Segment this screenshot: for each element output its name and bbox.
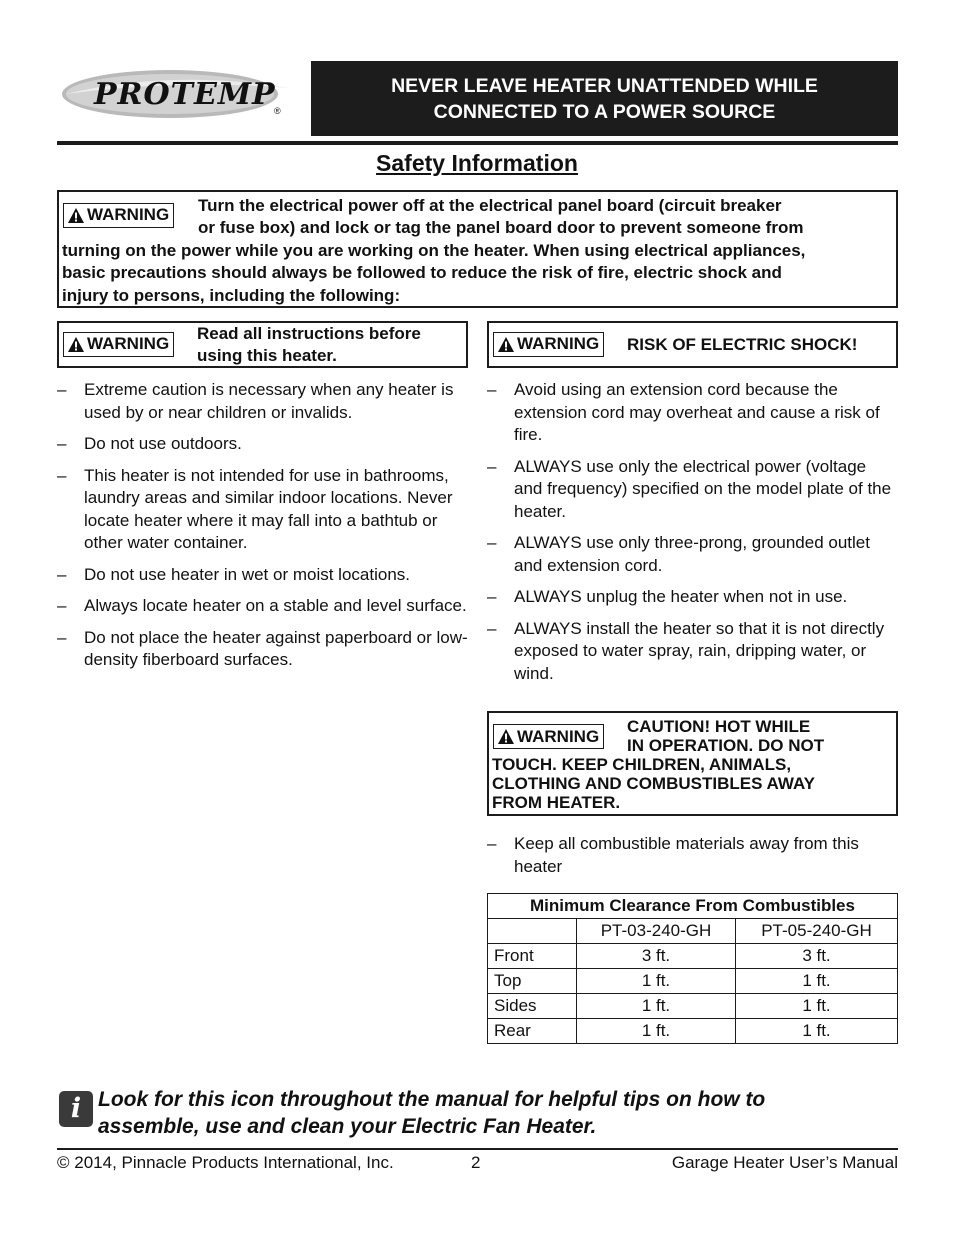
list-item-text: Avoid using an extension cord because the extension cord may overheat and cause a risk of fire. [514, 380, 880, 444]
warning-power-line1: Turn the electrical power off at the electrical panel board (circuit breaker [198, 196, 782, 215]
warning-label-text: WARNING [517, 727, 600, 746]
list-item-text: Do not place the heater against paperboard or low-density fiberboard surfaces. [84, 627, 468, 669]
tip-line-1: Look for this icon throughout the manual for helpful tips on how to [98, 1088, 766, 1111]
list-item-text: ALWAYS use only three-prong, grounded outlet and extension cord. [514, 533, 870, 575]
list-item [487, 586, 899, 609]
warning-label [493, 332, 604, 357]
right-bullet-list [487, 379, 899, 694]
warning-hot-line1: CAUTION! HOT WHILE [627, 717, 811, 736]
warning-box-power [57, 190, 898, 308]
header-banner [311, 61, 898, 136]
list-item [57, 595, 469, 618]
list-item [487, 833, 887, 878]
table-row [488, 1019, 898, 1044]
header-rule [57, 141, 898, 145]
dash: – [57, 564, 67, 584]
dash: – [57, 627, 67, 647]
table-cell: Sides [488, 994, 577, 1019]
left-bullet-list [57, 379, 469, 681]
dash: – [57, 465, 67, 485]
table-cell: 3 ft. [577, 944, 736, 969]
list-item-text: Do not use heater in wet or moist locations. [84, 564, 410, 584]
list-item [57, 379, 469, 424]
footer-manual-title: Garage Heater User’s Manual [671, 1153, 898, 1172]
warning-triangle-icon [68, 337, 84, 352]
table-row [488, 969, 898, 994]
table-cell: Top [488, 969, 577, 994]
table-cell: 3 ft. [736, 944, 898, 969]
hot-bullet-list [487, 833, 887, 887]
dash: – [57, 380, 67, 399]
table-title: Minimum Clearance From Combustibles [488, 894, 898, 919]
dash: – [487, 834, 497, 853]
list-item [487, 532, 899, 577]
dash: – [57, 596, 67, 615]
list-item-text: ALWAYS unplug the heater when not in use. [514, 587, 848, 606]
warning-label [63, 203, 174, 228]
table-cell: 1 ft. [736, 1019, 898, 1044]
dash: – [487, 456, 497, 476]
list-item [487, 618, 899, 686]
table-header-cell: PT-05-240-GH [736, 919, 898, 944]
tip-line-2: assemble, use and clean your Electric Fan Heater. [98, 1115, 597, 1138]
warning-box-shock [487, 321, 898, 368]
warning-power-line4: basic precautions should always be followed to reduce the risk of fire, electric shock and [62, 263, 782, 282]
warning-box-hot [487, 711, 898, 816]
list-item-text: This heater is not intended for use in bathrooms, laundry areas and similar indoor locations. Never locate heater where it may fall into a bathtub or other water container. [84, 465, 453, 552]
protemp-logo [58, 63, 298, 125]
list-item-text: ALWAYS install the heater so that it is not directly exposed to water spray, rain, dripping water, or wind. [514, 618, 885, 683]
list-item-text: Always locate heater on a stable and level surface. [84, 596, 467, 615]
warning-triangle-icon [498, 337, 514, 352]
footer-copyright: © 2014, Pinnacle Products International, Inc. [57, 1153, 394, 1172]
dash: – [487, 587, 497, 606]
warning-hot-line2: IN OPERATION. DO NOT [627, 736, 825, 755]
warning-label-text: WARNING [87, 334, 170, 354]
dash: – [487, 618, 497, 638]
dash: – [487, 533, 497, 552]
list-item [57, 564, 469, 587]
banner-line-1: NEVER LEAVE HEATER UNATTENDED WHILE [391, 74, 818, 97]
footer-rule [57, 1148, 898, 1150]
list-item-text: ALWAYS use only the electrical power (voltage and frequency) specified on the model plate of the heater. [514, 456, 892, 521]
warning-triangle-icon [68, 208, 84, 223]
list-item-text: Extreme caution is necessary when any heater is used by or near children or invalids. [84, 380, 454, 422]
dash: – [487, 380, 497, 399]
list-item [57, 433, 469, 456]
warning-hot-line5: FROM HEATER. [492, 793, 621, 812]
warning-box-instructions [57, 321, 468, 368]
table-cell: 1 ft. [577, 994, 736, 1019]
warning-instructions-line2: using this heater. [197, 346, 337, 365]
list-item [487, 456, 899, 524]
warning-power-line2: or fuse box) and lock or tag the panel board door to prevent someone from [198, 218, 804, 237]
table-row [488, 994, 898, 1019]
warning-power-line5: injury to persons, including the following: [62, 286, 401, 305]
warning-triangle-icon [498, 729, 514, 744]
warning-label-text: WARNING [517, 334, 600, 354]
table-header-cell [488, 919, 577, 944]
table-cell: Front [488, 944, 577, 969]
warning-power-line3: turning on the power while you are working on the heater. When using electrical appliances, [62, 241, 806, 260]
table-header-cell: PT-03-240-GH [577, 919, 736, 944]
table-cell: 1 ft. [736, 994, 898, 1019]
warning-label-text: WARNING [87, 205, 170, 225]
list-item [57, 465, 469, 555]
clearance-table [487, 893, 898, 1044]
table-header-row [488, 919, 898, 944]
table-row [488, 944, 898, 969]
logo-text: PROTEMP [94, 77, 276, 112]
table-cell: Rear [488, 1019, 577, 1044]
banner-line-2: CONNECTED TO A POWER SOURCE [433, 100, 776, 123]
warning-instructions-line1: Read all instructions before [197, 324, 421, 343]
table-cell: 1 ft. [736, 969, 898, 994]
table-cell: 1 ft. [577, 1019, 736, 1044]
warning-label [493, 724, 604, 749]
warning-shock-text: RISK OF ELECTRIC SHOCK! [627, 335, 858, 354]
page-number: 2 [471, 1153, 481, 1172]
warning-label [63, 332, 174, 357]
registered-mark: ® [274, 106, 281, 116]
warning-hot-line3: TOUCH. KEEP CHILDREN, ANIMALS, [492, 755, 792, 774]
table-cell: 1 ft. [577, 969, 736, 994]
list-item [57, 627, 469, 672]
list-item [487, 379, 899, 447]
tip-text [98, 1086, 765, 1140]
page-title: Safety Information [376, 150, 578, 176]
dash: – [57, 434, 67, 453]
list-item-text: Keep all combustible materials away from this heater [514, 834, 859, 876]
warning-hot-line4: CLOTHING AND COMBUSTIBLES AWAY [492, 774, 816, 793]
info-icon: i [59, 1091, 93, 1127]
list-item-text: Do not use outdoors. [84, 434, 242, 453]
